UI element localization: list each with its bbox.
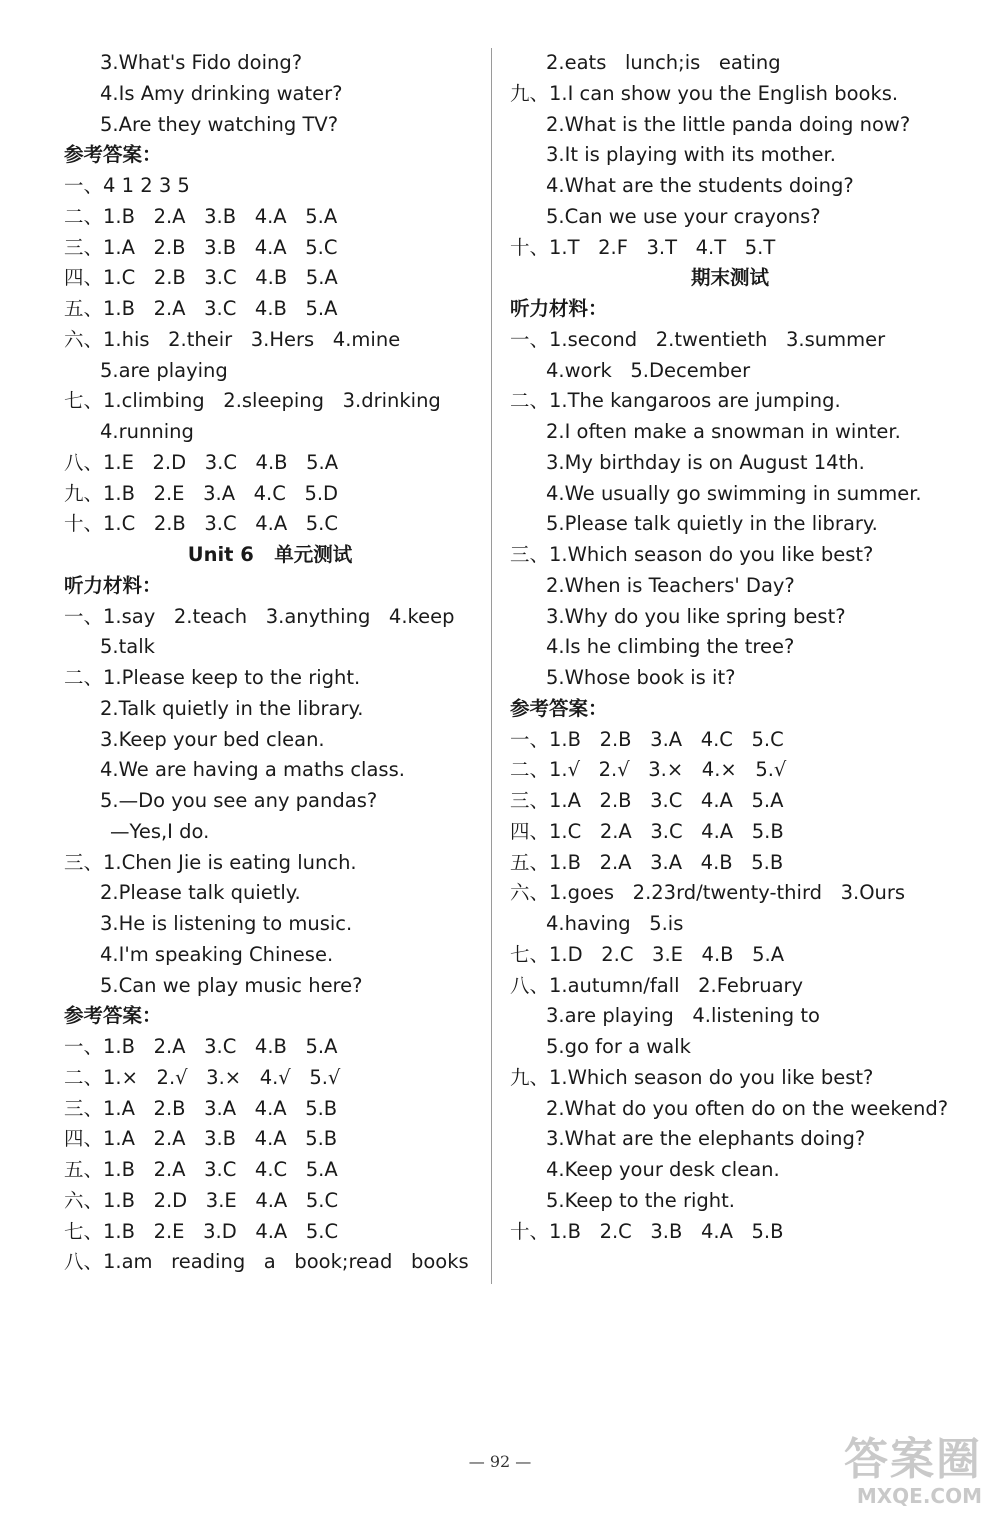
answer-line: 5.Can we use your crayons? [546,204,821,228]
answer-line: 八、1.autumn/fall 2.February [510,973,804,997]
answer-line: 三、1.A 2.B 3.A 4.A 5.B [64,1096,338,1120]
answer-line: 2.Talk quietly in the library. [100,696,364,720]
answer-line: 4.Is Amy drinking water? [100,81,343,105]
answer-line: 4.running [100,420,194,443]
watermark-text-top: 答案圈 [844,1434,982,1485]
section-heading: 参考答案： [510,696,608,720]
answer-line: 4.having 5.is [546,912,684,935]
watermark-logo [742,1436,982,1516]
answer-line: 3.Why do you like spring best? [546,604,846,628]
answer-line: 5.Whose book is it? [546,666,736,689]
answer-line: 一、1.second 2.twentieth 3.summer [510,327,886,351]
answer-line: 3.My birthday is on August 14th. [546,450,865,474]
answer-line: 六、1.goes 2.23rd/twenty-third 3.Ours [510,881,906,905]
answer-line: 三、1.Chen Jie is eating lunch. [64,850,357,874]
answer-line: 2.eats lunch;is eating [546,51,781,74]
answer-line: 七、1.D 2.C 3.E 4.B 5.A [510,942,785,966]
answer-line: 三、1.A 2.B 3.C 4.A 5.A [510,789,784,812]
answer-line: 七、1.climbing 2.sleeping 3.drinking [64,389,441,413]
answer-line: 三、1.A 2.B 3.B 4.A 5.C [64,235,338,259]
answer-line: 2.When is Teachers' Day? [546,573,795,597]
answer-line: 四、1.C 2.B 3.C 4.B 5.A [64,266,338,290]
answer-line: 5.talk [100,635,155,659]
answer-line: 2.What do you often do on the weekend? [546,1096,949,1120]
answer-line: 一、4 1 2 3 5 [64,174,190,197]
answer-line: 2.Please talk quietly. [100,881,301,905]
page-number: — 92 — [468,1452,532,1471]
answer-line: 九、1.B 2.E 3.A 4.C 5.D [64,481,339,505]
answer-line: 九、1.I can show you the English books. [510,81,899,105]
section-heading: Unit 6 单元测试 [187,543,353,566]
answer-line: 3.It is playing with its mother. [546,143,836,167]
answer-line: 4.work 5.December [546,358,751,382]
answer-line: 七、1.B 2.E 3.D 4.A 5.C [64,1219,339,1243]
answer-line: 4.We are having a maths class. [100,758,405,782]
answer-line: 3.What are the elephants doing? [546,1127,866,1151]
answer-line: 5.are playing [100,358,228,382]
answer-line: —Yes,I do. [110,819,210,843]
answer-line: 五、1.B 2.A 3.A 4.B 5.B [510,850,784,874]
answer-line: 四、1.C 2.A 3.C 4.A 5.B [510,819,784,843]
watermark-text-bottom: MXQE.COM [856,1484,982,1508]
answer-line: 一、1.B 2.A 3.C 4.B 5.A [64,1035,338,1058]
answer-line: 十、1.C 2.B 3.C 4.A 5.C [64,512,338,536]
answer-line: 3.Keep your bed clean. [100,727,325,751]
answer-line: 十、1.B 2.C 3.B 4.A 5.B [510,1219,784,1243]
answer-line: 4.We usually go swimming in summer. [546,481,922,505]
section-heading: 听力材料： [64,573,162,597]
answer-line: 六、1.his 2.their 3.Hers 4.mine [64,327,401,351]
answer-line: 3.are playing 4.listening to [546,1004,820,1028]
answer-line: 二、1.The kangaroos are jumping. [510,389,841,413]
answer-line: 5.Can we play music here? [100,973,363,997]
answer-line: 5.Keep to the right. [546,1188,735,1212]
section-heading: 参考答案： [64,143,162,167]
answer-line: 5.Are they watching TV? [100,112,339,136]
answer-line: 5.—Do you see any pandas? [100,789,378,812]
answer-line: 九、1.Which season do you like best? [510,1065,874,1089]
answer-line: 八、1.E 2.D 3.C 4.B 5.A [64,450,339,474]
right-column [510,48,950,1247]
answer-line: 四、1.A 2.A 3.B 4.A 5.B [64,1127,338,1151]
answer-line: 二、1.B 2.A 3.B 4.A 5.A [64,204,338,228]
answer-line: 4.I'm speaking Chinese. [100,942,334,966]
answer-line: 5.Please talk quietly in the library. [546,512,878,536]
answer-line: 八、1.am reading a book;read books [64,1250,469,1274]
answer-line: 六、1.B 2.D 3.E 4.A 5.C [64,1188,339,1212]
answer-line: 2.What is the little panda doing now? [546,112,911,136]
answer-line: 二、1.× 2.√ 3.× 4.√ 5.√ [64,1065,341,1089]
answer-line: 4.Keep your desk clean. [546,1158,780,1181]
answer-line: 5.go for a walk [546,1035,691,1058]
answer-line: 一、1.B 2.B 3.A 4.C 5.C [510,727,784,751]
answer-line: 一、1.say 2.teach 3.anything 4.keep [64,604,455,628]
answer-line: 3.He is listening to music. [100,912,353,935]
left-column [64,48,476,1278]
answer-line: 3.What's Fido doing? [100,51,303,74]
answer-line: 4.What are the students doing? [546,174,854,197]
section-heading: 参考答案： [64,1004,162,1028]
answer-line: 4.Is he climbing the tree? [546,635,795,659]
answer-line: 三、1.Which season do you like best? [510,543,874,566]
answer-line: 二、1.Please keep to the right. [64,666,361,689]
answer-line: 五、1.B 2.A 3.C 4.B 5.A [64,297,338,320]
column-divider [491,48,492,1284]
answer-line: 二、1.√ 2.√ 3.× 4.× 5.√ [510,758,787,782]
section-heading: 期末测试 [690,266,769,290]
answer-line: 五、1.B 2.A 3.C 4.C 5.A [64,1158,338,1181]
answer-line: 2.I often make a snowman in winter. [546,420,901,443]
answer-line: 十、1.T 2.F 3.T 4.T 5.T [510,235,776,259]
section-heading: 听力材料： [510,297,608,320]
